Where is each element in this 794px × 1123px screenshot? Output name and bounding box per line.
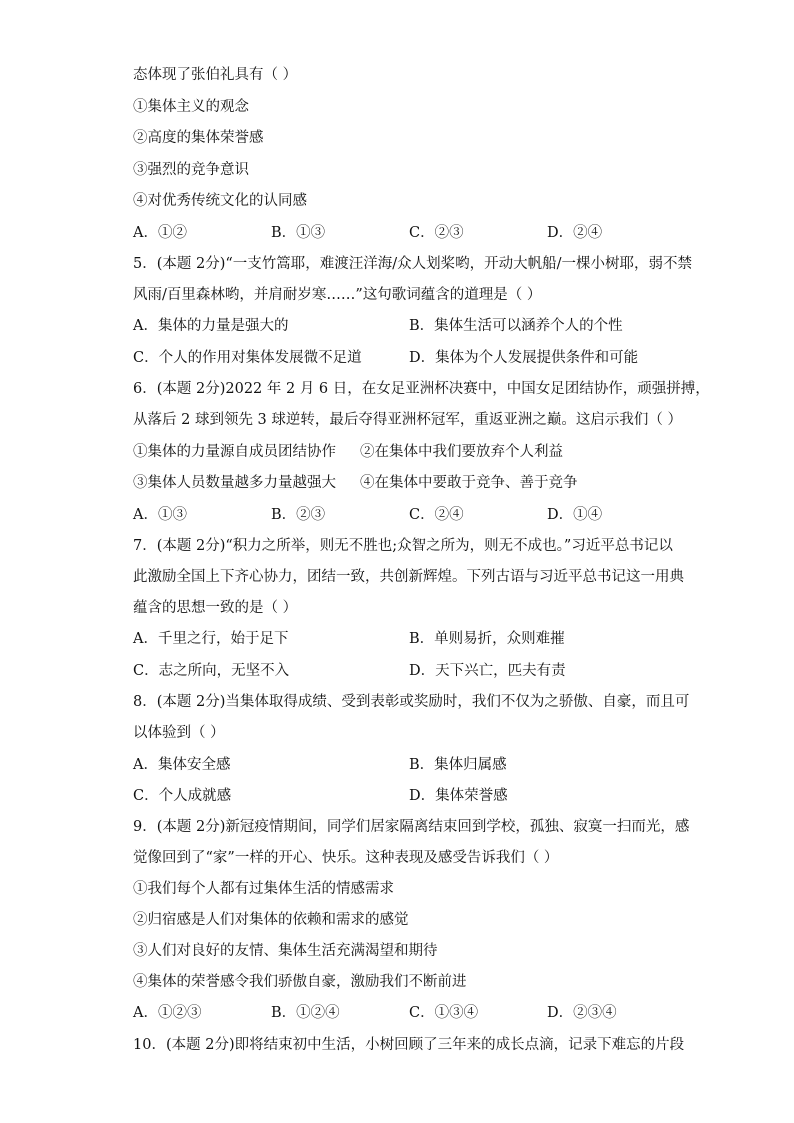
q6-item-3: ③集体人员数量越多力量越强大 xyxy=(133,475,336,491)
q9-item-4: ④集体的荣誉感令我们骄傲自豪，激励我们不断前进 xyxy=(133,974,467,990)
q8-options-row-1 xyxy=(133,755,673,775)
q9-option-c[interactable]: C．①③④ xyxy=(409,1005,479,1021)
q8-option-c[interactable]: C．个人成就感 xyxy=(133,788,232,804)
q8-option-d[interactable]: D．集体荣誉感 xyxy=(409,788,508,804)
q6-items-row-1 xyxy=(133,442,673,462)
q5-options-row-2 xyxy=(133,348,673,368)
q4-item-3: ③强烈的竞争意识 xyxy=(133,162,249,178)
q6-option-b[interactable]: B．②③ xyxy=(271,507,326,523)
q7-stem-line-3: 蕴含的思想一致的是（ ） xyxy=(133,600,298,616)
q7-option-c[interactable]: C．志之所向，无坚不入 xyxy=(133,663,290,679)
q8-option-a[interactable]: A．集体安全感 xyxy=(133,757,231,773)
q6-items-row-2 xyxy=(133,473,673,493)
q7-stem-line-2: 此激励全国上下齐心协力，团结一致，共创新辉煌。下列古语与习近平总书记这一用典 xyxy=(133,569,684,585)
q9-option-d[interactable]: D．②③④ xyxy=(547,1005,617,1021)
q6-stem-line-2: 从落后 2 球到领先 3 球逆转，最后夺得亚洲杯冠军，重返亚洲之巅。这启示我们（ ） xyxy=(133,412,682,428)
q9-option-b[interactable]: B．①②④ xyxy=(271,1005,340,1021)
q6-item-4: ④在集体中要敢于竞争、善于竞争 xyxy=(360,475,578,491)
q6-option-d[interactable]: D．①④ xyxy=(547,507,603,523)
q6-item-2: ②在集体中我们要放弃个人利益 xyxy=(360,444,563,460)
q7-stem-line-1: 7．(本题 2分)“积力之所举，则无不胜也;众智之所为，则无不成也。”习近平总书记以 xyxy=(133,538,673,554)
q7-option-b[interactable]: B．单则易折，众则难摧 xyxy=(409,631,565,647)
q4-options xyxy=(133,223,673,243)
q7-options-row-2 xyxy=(133,661,673,681)
q8-options-row-2 xyxy=(133,786,673,806)
q8-stem-line-1: 8．(本题 2分)当集体取得成绩、受到表彰或奖励时，我们不仅为之骄傲、自豪，而且可 xyxy=(133,694,690,710)
q4-option-d[interactable]: D．②④ xyxy=(547,225,603,241)
q9-item-3: ③人们对良好的友情、集体生活充满渴望和期待 xyxy=(133,943,438,959)
q4-item-2: ②高度的集体荣誉感 xyxy=(133,130,264,146)
q5-option-c[interactable]: C．个人的作用对集体发展微不足道 xyxy=(133,350,362,366)
q5-stem-line-1: 5．(本题 2分)“一支竹篙耶，难渡汪洋海/众人划桨哟，开动大帆船/一棵小树耶，弱不禁 xyxy=(133,256,693,272)
q8-stem-line-2: 以体验到（ ） xyxy=(133,725,225,741)
q7-options-row-1 xyxy=(133,629,673,649)
q4-item-1: ①集体主义的观念 xyxy=(133,99,249,115)
q7-option-d[interactable]: D．天下兴亡，匹夫有责 xyxy=(409,663,566,679)
q5-option-a[interactable]: A．集体的力量是强大的 xyxy=(133,318,289,334)
q9-item-2: ②归宿感是人们对集体的依赖和需求的感觉 xyxy=(133,912,409,928)
q4-item-4: ④对优秀传统文化的认同感 xyxy=(133,193,307,209)
q5-option-b[interactable]: B．集体生活可以涵养个人的个性 xyxy=(409,318,623,334)
q5-option-d[interactable]: D．集体为个人发展提供条件和可能 xyxy=(409,350,639,366)
q4-option-a[interactable]: A．①② xyxy=(133,225,187,241)
q6-option-a[interactable]: A．①③ xyxy=(133,507,187,523)
q4-option-c[interactable]: C．②③ xyxy=(409,225,464,241)
q8-option-b[interactable]: B．集体归属感 xyxy=(409,757,507,773)
q5-stem-line-2: 风雨/百里森林哟，并肩耐岁寒……”这句歌词蕴含的道理是（ ） xyxy=(133,287,542,303)
q6-item-1: ①集体的力量源自成员团结协作 xyxy=(133,444,336,460)
q9-options xyxy=(133,1003,673,1023)
q6-option-c[interactable]: C．②④ xyxy=(409,507,464,523)
q9-stem-line-2: 觉像回到了“家”一样的开心、快乐。这种表现及感受告诉我们（ ） xyxy=(133,850,559,866)
q9-stem-line-1: 9．(本题 2分)新冠疫情期间，同学们居家隔离结束回到学校，孤独、寂寞一扫而光，感 xyxy=(133,819,690,835)
q10-stem-line-1: 10．(本题 2分)即将结束初中生活，小树回顾了三年来的成长点滴，记录下难忘的片段 xyxy=(133,1037,685,1053)
q9-item-1: ①我们每个人都有过集体生活的情感需求 xyxy=(133,881,394,897)
q4-option-b[interactable]: B．①③ xyxy=(271,225,326,241)
q6-stem-line-1: 6．(本题 2分)2022 年 2 月 6 日，在女足亚洲杯决赛中，中国女足团结协作，顽强拼搏， xyxy=(133,381,710,397)
q5-options-row-1 xyxy=(133,316,673,336)
q7-option-a[interactable]: A．千里之行，始于足下 xyxy=(133,631,289,647)
q4-stem-continued: 态体现了张伯礼具有（ ） xyxy=(133,67,298,83)
q9-option-a[interactable]: A．①②③ xyxy=(133,1005,202,1021)
q6-options xyxy=(133,505,673,525)
